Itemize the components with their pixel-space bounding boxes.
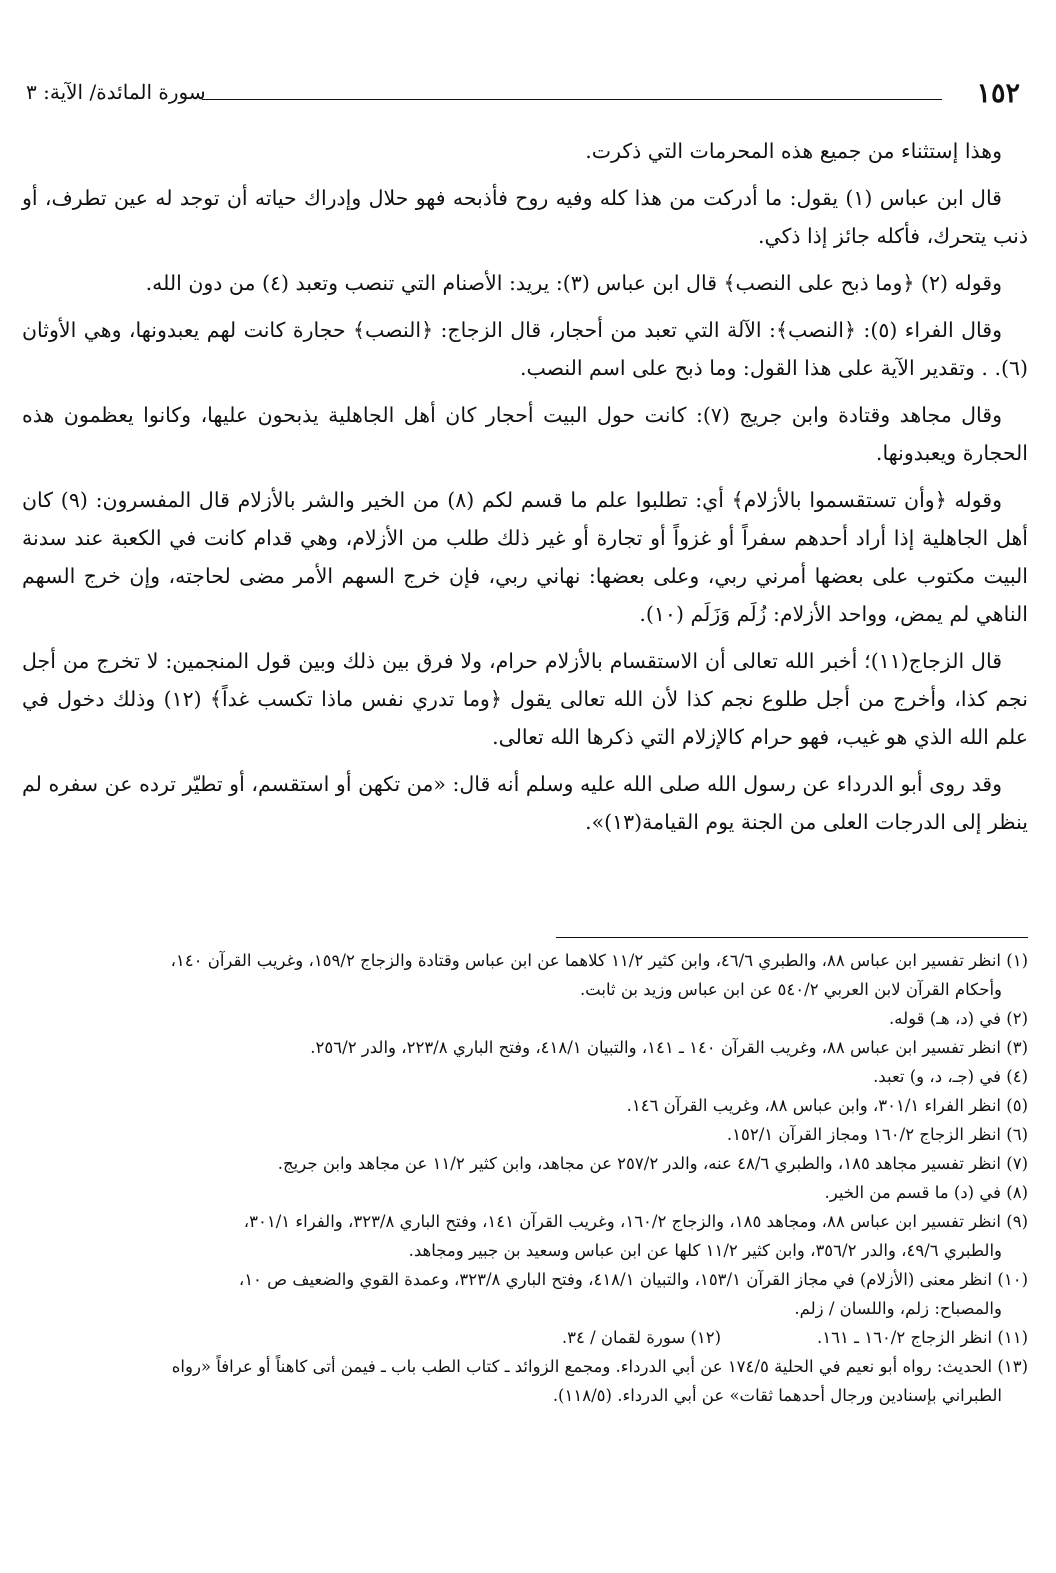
- footnote-text: (١٣) الحديث: رواه أبو نعيم في الحلية ١٧٤/٥ عن أبي الدرداء. ومجمع الزوائد ـ كتاب الطب باب ـ فيمن أتى كاهناً أو عرافاً «رواه: [171, 1357, 1028, 1376]
- footnote-text: (٥) انظر الفراء ٣٠١/١، وابن عباس ٨٨، وغريب القرآن ١٤٦.: [626, 1096, 1028, 1115]
- footnote-text: (٦) انظر الزجاج ١٦٠/٢ ومجاز القرآن ١٥٢/١.: [726, 1125, 1028, 1144]
- paragraph-text: وقد روى أبو الدرداء عن رسول الله صلى الله عليه وسلم أنه قال: «من تكهن أو استقسم، أو تطيّر ترده عن سفره لم ينظر إلى الدرجات العلى من الجنة يوم القيامة(١٣)».: [22, 772, 1028, 834]
- paragraph-text: وقال الفراء (٥): ﴿النصب﴾: الآلة التي تعبد من أحجار، قال الزجاج: ﴿النصب﴾ حجارة كانت لهم يعبدونها، وهي الأوثان (٦). . وتقدير الآية على هذا القول: وما ذبح على اسم النصب.: [22, 318, 1028, 380]
- footnote-text: (٣) انظر تفسير ابن عباس ٨٨، وغريب القرآن ١٤٠ ـ ١٤١، والتبيان ٤١٨/١، وفتح الباري ٢٢٣/٨، والدر ٢٥٦/٢.: [310, 1038, 1028, 1057]
- footnote-continuation: والمصباح: زلم، واللسان / زلم.: [794, 1299, 1002, 1318]
- header-rule: [202, 99, 942, 100]
- paragraph-text: قال ابن عباس (١) يقول: ما أدركت من هذا كله وفيه روح فأذبحه فهو حلال وإدراك حياته أن توجد له عين تطرف، أو ذنب يتحرك، فأكله جائز إذا ذكي.: [22, 186, 1028, 248]
- paragraph: [22, 396, 1028, 472]
- paragraph: [22, 481, 1028, 633]
- footnote-separator: [556, 937, 1028, 938]
- paragraph-text: قال الزجاج(١١)؛ أخبر الله تعالى أن الاستقسام بالأزلام حرام، ولا فرق بين ذلك وبين قول المنجمين: لا تخرج من أجل نجم كذا، وأخرج من أجل طلوع نجم كذا لأن الله تعالى يقول ﴿وما تدري نفس ماذا تكسب غداً﴾ (١٢) وذلك دخول في علم الله الذي هو غيب، فهو حرام كالإزلام التي ذكرها الله تعالى.: [22, 649, 1028, 749]
- footnote: [22, 1149, 1028, 1178]
- paragraph-text: وقوله ﴿وأن تستقسموا بالأزلام﴾ أي: تطلبوا علم ما قسم لكم (٨) من الخير والشر بالأزلام قال المفسرون: (٩) كان أهل الجاهلية إذا أراد أحدهم سفراً أو غزواً أو تجارة أو غير ذلك طلب من الأزلام، وهي قدام كانت في الكعبة عند سدنة البيت مكتوب على بعضها أمرني ربي، وعلى بعضها: نهاني ربي، فإن خرج السهم الأمر مضى لحاجته، وإن خرج السهم الناهي لم يمض، وواحد الأزلام: زُلَم وَزَلَم (١٠).: [22, 488, 1028, 626]
- footnote-text: (٢) في (د، هـ) قوله.: [889, 1009, 1028, 1028]
- paragraph: [22, 311, 1028, 387]
- footnote-12: (١٢) سورة لقمان / ٣٤.: [561, 1328, 722, 1347]
- footnote-continuation: وأحكام القرآن لابن العربي ٥٤٠/٢ عن ابن عباس وزيد بن ثابت.: [579, 980, 1002, 999]
- paragraph-text: وقال مجاهد وقتادة وابن جريج (٧): كانت حول البيت أحجار كان أهل الجاهلية يذبحون عليها، وكانوا يعظمون هذه الحجارة ويعبدونها.: [22, 403, 1028, 465]
- footnote: [22, 1120, 1028, 1149]
- footnote: [22, 1004, 1028, 1033]
- footnote: [22, 1178, 1028, 1207]
- footnote-continuation: الطبراني بإسنادين ورجال أحدهما ثقات» عن أبي الدرداء. (١١٨/٥).: [552, 1386, 1002, 1405]
- footnote: [22, 1091, 1028, 1120]
- footnote-text: (٤) في (جـ، د، و) تعبد.: [873, 1067, 1028, 1086]
- page-header: [22, 78, 1028, 118]
- running-title: سورة المائدة/ الآية: ٣: [26, 80, 206, 104]
- footnote-text: (١٠) انظر معنى (الأزلام) في مجاز القرآن ١٥٣/١، والتبيان ٤١٨/١، وفتح الباري ٣٢٣/٨، وعمدة القوي والضعيف ص ١٠،: [238, 1270, 1028, 1289]
- book-page: [22, 0, 1028, 1573]
- footnote-13: [22, 1352, 1028, 1410]
- paragraph: [22, 642, 1028, 756]
- footnote-text: (٧) انظر تفسير مجاهد ١٨٥، والطبري ٤٨/٦ عنه، والدر ٢٥٧/٢ عن مجاهد، وابن كثير ١١/٢ عن مجاهد وابن جريج.: [277, 1154, 1028, 1173]
- paragraph: [22, 765, 1028, 841]
- footnote: [22, 946, 1028, 1004]
- footnote: [22, 1033, 1028, 1062]
- paragraph-text: وقوله (٢) ﴿وما ذبح على النصب﴾ قال ابن عباس (٣): يريد: الأصنام التي تنصب وتعبد (٤) من دون الله.: [145, 271, 1002, 295]
- footnote-row: [22, 1323, 1028, 1352]
- footnote-11: (١١) انظر الزجاج ١٦٠/٢ ـ ١٦١.: [817, 1328, 1028, 1347]
- footnote: [22, 1062, 1028, 1091]
- footnote-text: (٩) انظر تفسير ابن عباس ٨٨، ومجاهد ١٨٥، والزجاج ١٦٠/٢، وغريب القرآن ١٤١، وفتح الباري ٣٢٣/٨، والفراء ٣٠١/١،: [243, 1212, 1028, 1231]
- page-number: ١٥٢: [976, 78, 1020, 109]
- footnote: [22, 1207, 1028, 1265]
- footnote-text: (٨) في (د) ما قسم من الخير.: [824, 1183, 1028, 1202]
- footnote-text: (١) انظر تفسير ابن عباس ٨٨، والطبري ٤٦/٦، وابن كثير ١١/٢ كلاهما عن ابن عباس وقتادة والزجاج ١٥٩/٢، وغريب القرآن ١٤٠،: [170, 951, 1028, 970]
- footnote: [22, 1265, 1028, 1323]
- main-text: [22, 132, 1028, 850]
- paragraph: [22, 179, 1028, 255]
- paragraph: [22, 132, 1028, 170]
- paragraph: [22, 264, 1028, 302]
- footnote-continuation: والطبري ٤٩/٦، والدر ٣٥٦/٢، وابن كثير ١١/٢ كلها عن ابن عباس وسعيد بن جبير ومجاهد.: [408, 1241, 1002, 1260]
- footnotes: [22, 946, 1028, 1410]
- paragraph-text: وهذا إستثناء من جميع هذه المحرمات التي ذكرت.: [585, 139, 1002, 163]
